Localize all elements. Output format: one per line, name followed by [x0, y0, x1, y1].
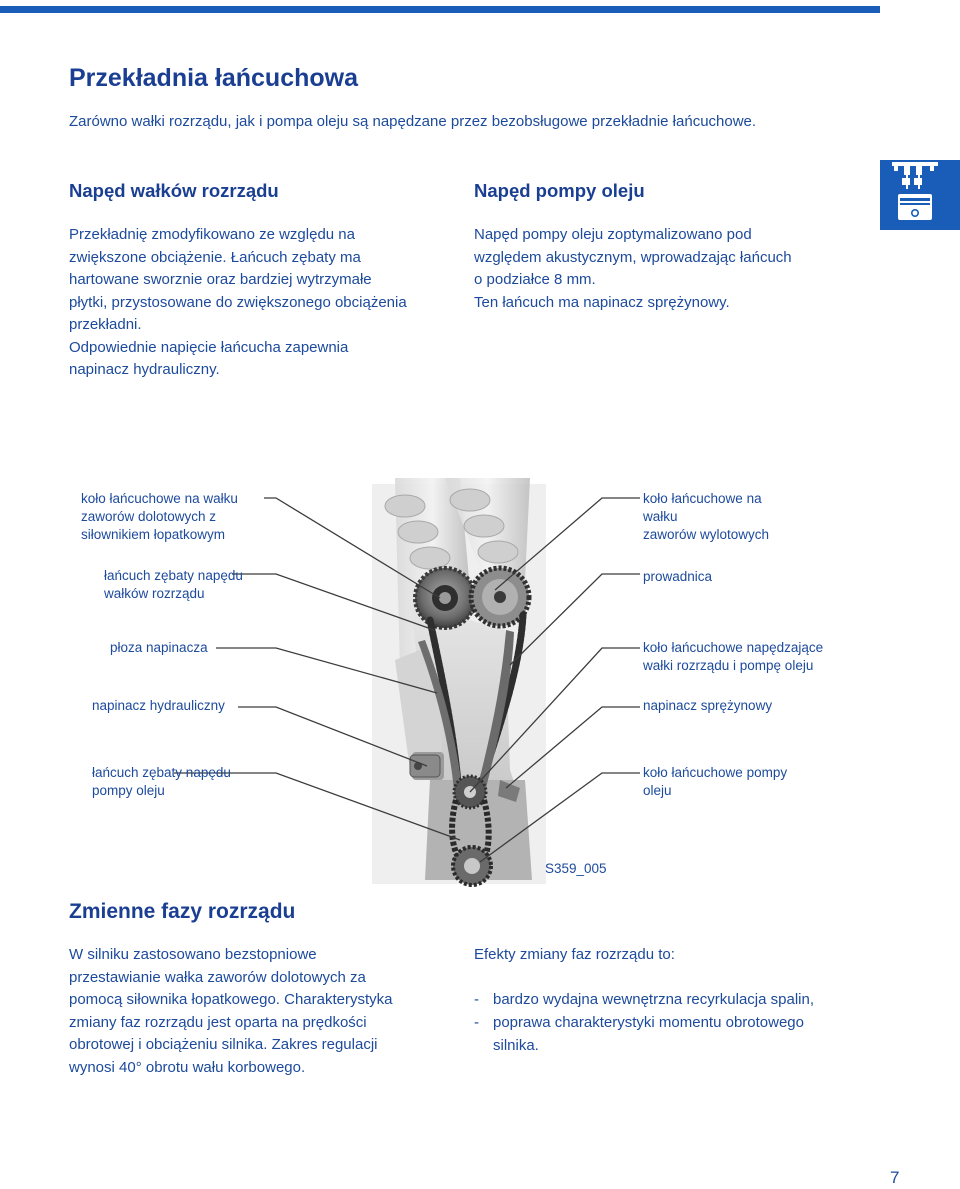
top-accent-bar: [0, 6, 880, 13]
section-title-camshaft-drive: Napęd wałków rozrządu: [69, 180, 279, 201]
section-title-variable-timing: Zmienne fazy rozrządu: [69, 900, 296, 923]
label-oil-pump-chain: łańcuch zębaty napędu pompy oleju: [92, 765, 231, 798]
camshaft-drive-paragraph: Przekładnię zmodyfikowano ze względu na zwiększone obciążenie. Łańcuch zębaty ma hartowane sworznie oraz bardziej wytrzymałe płytki, przystosowane do zwiększonego obciążenia przekładni. Odpowiednie napięcie łańcucha zapewnia napinacz hydrauliczny.: [69, 226, 407, 378]
hydraulic-tensioner: [410, 755, 440, 777]
page-number: 7: [890, 1168, 900, 1187]
variable-timing-paragraph: W silniku zastosowano bezstopniowe przestawianie wałka zaworów dolotowych za pomocą siłownika łopatkowego. Charakterystyka zmiany faz rozrządu jest oparta na prędkości obrotowej i obciążeniu silnika. Zakres regulacji wynosi 40° obrotu wału korbowego.: [69, 946, 393, 1076]
engine-piston-icon: [880, 160, 960, 230]
label-camshaft-chain: łańcuch zębaty napędu wałków rozrządu: [104, 568, 243, 601]
label-intake-sprocket: koło łańcuchowe na wałku zaworów dolotowych z siłownikiem łopatkowym: [81, 491, 238, 542]
label-exhaust-sprocket: koło łańcuchowe na wałku zaworów wylotowych: [643, 491, 770, 542]
label-tensioner-rail: płoza napinacza: [110, 640, 208, 655]
label-chain-guide: prowadnica: [643, 569, 713, 584]
page-title: Przekładnia łańcuchowa: [69, 64, 358, 92]
label-crank-sprocket: koło łańcuchowe napędzające wałki rozrządu i pompę oleju: [643, 640, 824, 673]
section-title-oil-pump-drive: Napęd pompy oleju: [474, 180, 645, 201]
chapter-tab: [880, 160, 960, 230]
list-item: - poprawa charakterystyki momentu obrotowego silnika.: [474, 1014, 804, 1054]
intake-camshaft-sprocket: [415, 568, 475, 628]
engine-background: [372, 478, 546, 884]
figure-id: S359_005: [545, 861, 607, 876]
intro-text: Zarówno wałki rozrządu, jak i pompa oleju są napędzane przez bezobsługowe przekładnie łańcuchowe.: [69, 113, 757, 130]
label-spring-tensioner: napinacz sprężynowy: [643, 698, 773, 713]
oil-pump-drive-paragraph: Napęd pompy oleju zoptymalizowano pod względem akustycznym, wprowadzając łańcuch o podziałce 8 mm. Ten łańcuch ma napinacz sprężynowy.: [474, 226, 792, 311]
effects-title: Efekty zmiany faz rozrządu to:: [474, 946, 675, 963]
list-item: - bardzo wydajna wewnętrzna recyrkulacja spalin,: [474, 991, 814, 1008]
label-hydraulic-tensioner: napinacz hydrauliczny: [92, 698, 225, 713]
effects-list: [474, 988, 814, 1057]
label-oil-pump-sprocket: koło łańcuchowe pompy oleju: [643, 765, 788, 798]
oil-pump-sprocket: [453, 847, 491, 885]
